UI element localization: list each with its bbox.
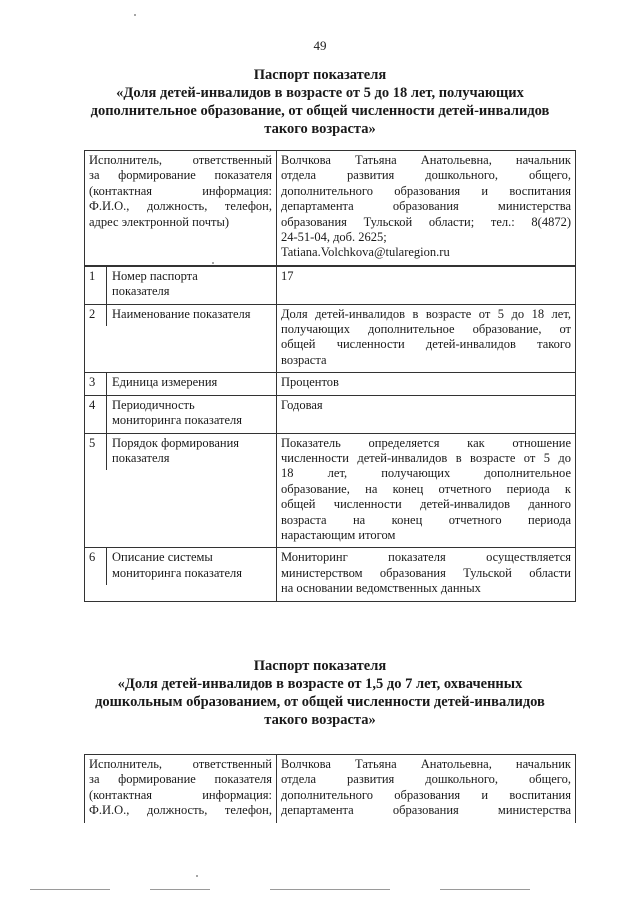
title-line: такого возраста»: [264, 121, 376, 137]
row-value-line: Доля детей-инвалидов в возрасте от 5 до 18 лет,: [281, 306, 571, 321]
executor-value-line: образования Тульской области; тел.: 8(4872): [281, 214, 571, 229]
executor-label-cell: [85, 151, 277, 266]
row-value-line: Мониторинг показателя осуществляется: [281, 550, 571, 565]
title-line: «Доля детей-инвалидов в возрасте от 1,5 до 7 лет, охваченных: [117, 676, 523, 692]
scan-speck: [196, 875, 198, 877]
row-value-line: общей численности детей-инвалидов такого: [281, 337, 571, 352]
executor-value-line: дополнительного образования и воспитания: [281, 787, 571, 802]
title-line: такого возраста»: [264, 712, 376, 728]
row-value-cell: [277, 395, 576, 433]
passport-2-table: [84, 754, 576, 823]
row-value-cell: [277, 304, 576, 373]
row-value-line: нарастающим итогом: [281, 527, 396, 542]
executor-value-line: Волчкова Татьяна Анатольевна, начальник: [281, 153, 571, 167]
executor-value-line: департамента образования министерства: [281, 803, 571, 818]
row-label-cell: [85, 266, 277, 304]
row-label: [107, 305, 276, 326]
row-value-line: министерством образования Тульской области: [281, 565, 571, 580]
row-label-line: мониторинга показателя: [112, 413, 243, 428]
row-value-line: общей численности детей-инвалидов данного: [281, 497, 571, 512]
executor-value-line: департамента образования министерства: [281, 199, 571, 214]
passport-1-title: [70, 66, 570, 138]
scan-edge-mark: [440, 889, 530, 890]
title-line: Паспорт показателя: [253, 67, 387, 83]
row-value-line: Процентов: [281, 375, 339, 390]
row-label: [107, 396, 276, 433]
row-number: 1: [85, 267, 107, 304]
row-value-line: на основании ведомственных данных: [281, 581, 481, 596]
executor-label-line: (контактная информация:: [89, 183, 272, 198]
executor-label-line: Ф.И.О., должность, телефон,: [89, 199, 272, 214]
scan-edge-mark: [270, 889, 390, 890]
row-label-line: Порядок формирования: [112, 435, 240, 450]
row-label-line: Описание системы: [112, 550, 213, 565]
row-label-cell: [85, 433, 277, 548]
executor-row: [85, 151, 576, 266]
row-label-line: мониторинга показателя: [112, 565, 243, 580]
row-value-line: 17: [281, 268, 294, 283]
row-number: 5: [85, 434, 107, 471]
table-row: [85, 373, 576, 395]
row-value-line: возраста на конец отчетного периода: [281, 512, 571, 527]
row-number: 4: [85, 396, 107, 433]
row-value-cell: [277, 433, 576, 548]
row-number: 3: [85, 373, 107, 394]
title-line: дополнительное образование, от общей численности детей-инвалидов: [90, 103, 550, 119]
row-value-line: Показатель определяется как отношение: [281, 435, 571, 450]
row-value-line: численности детей-инвалидов в возрасте от 5 до: [281, 450, 571, 465]
row-label-line: показателя: [112, 284, 170, 299]
executor-label-line: Ф.И.О., должность, телефон,: [89, 803, 272, 818]
executor-value-line: дополнительного образования и воспитания: [281, 183, 571, 198]
table-row: [85, 395, 576, 433]
row-label-line: Наименование показателя: [112, 306, 251, 321]
row-value-cell: [277, 373, 576, 395]
row-value-cell: [277, 266, 576, 304]
executor-value-line: Волчкова Татьяна Анатольевна, начальник: [281, 757, 571, 771]
executor-label-line: за формирование показателя: [89, 772, 272, 787]
executor-value-line: 24-51-04, доб. 2625;: [281, 230, 387, 245]
executor-row: [85, 755, 576, 823]
row-label: [107, 373, 276, 394]
title-line: дошкольным образованием, от общей численности детей-инвалидов: [95, 694, 545, 710]
passport-2-title: [70, 657, 570, 729]
row-value-line: 18 лет, получающих дополнительное: [281, 466, 571, 481]
executor-label-line: Исполнитель, ответственный: [89, 153, 272, 167]
row-label-line: показателя: [112, 450, 170, 465]
row-value-line: образование, на конец отчетного периода к: [281, 481, 571, 496]
row-label-cell: [85, 373, 277, 395]
executor-email: Tatiana.Volchkova@tularegion.ru: [281, 245, 450, 260]
row-label: [107, 267, 276, 304]
scan-speck: [212, 262, 214, 264]
row-label: [107, 548, 276, 585]
row-value-line: Годовая: [281, 397, 323, 412]
table-row: [85, 548, 576, 601]
scan-edge-mark: [150, 889, 210, 890]
row-value-line: возраста: [281, 352, 327, 367]
row-number: 6: [85, 548, 107, 585]
passport-1-table: [84, 150, 576, 602]
row-label-cell: [85, 548, 277, 601]
executor-label-line: (контактная информация:: [89, 787, 272, 802]
executor-label-line: адрес электронной почты): [89, 214, 230, 229]
row-label-line: Единица измерения: [112, 375, 218, 390]
row-value-cell: [277, 548, 576, 601]
executor-value-line: отдела развития дошкольного, общего,: [281, 772, 571, 787]
executor-label-cell: [85, 755, 277, 823]
row-label-cell: [85, 304, 277, 373]
title-line: «Доля детей-инвалидов в возрасте от 5 до 18 лет, получающих: [116, 85, 524, 101]
executor-label-line: Исполнитель, ответственный: [89, 757, 272, 771]
table-row: [85, 304, 576, 373]
row-label: [107, 434, 276, 471]
row-value-line: получающих дополнительное образование, от: [281, 322, 571, 337]
table-row: [85, 433, 576, 548]
title-line: Паспорт показателя: [253, 658, 387, 674]
executor-label-line: за формирование показателя: [89, 168, 272, 183]
table-row: [85, 266, 576, 304]
page-number: 49: [313, 38, 327, 53]
row-number: 2: [85, 305, 107, 326]
executor-value-line: отдела развития дошкольного, общего,: [281, 168, 571, 183]
scan-edge-mark: [30, 889, 110, 890]
row-label-line: Номер паспорта: [112, 268, 198, 283]
scan-speck: [134, 14, 136, 16]
row-label-line: Периодичность: [112, 397, 195, 412]
row-label-cell: [85, 395, 277, 433]
executor-value-cell: [277, 755, 576, 823]
executor-value-cell: [277, 151, 576, 266]
